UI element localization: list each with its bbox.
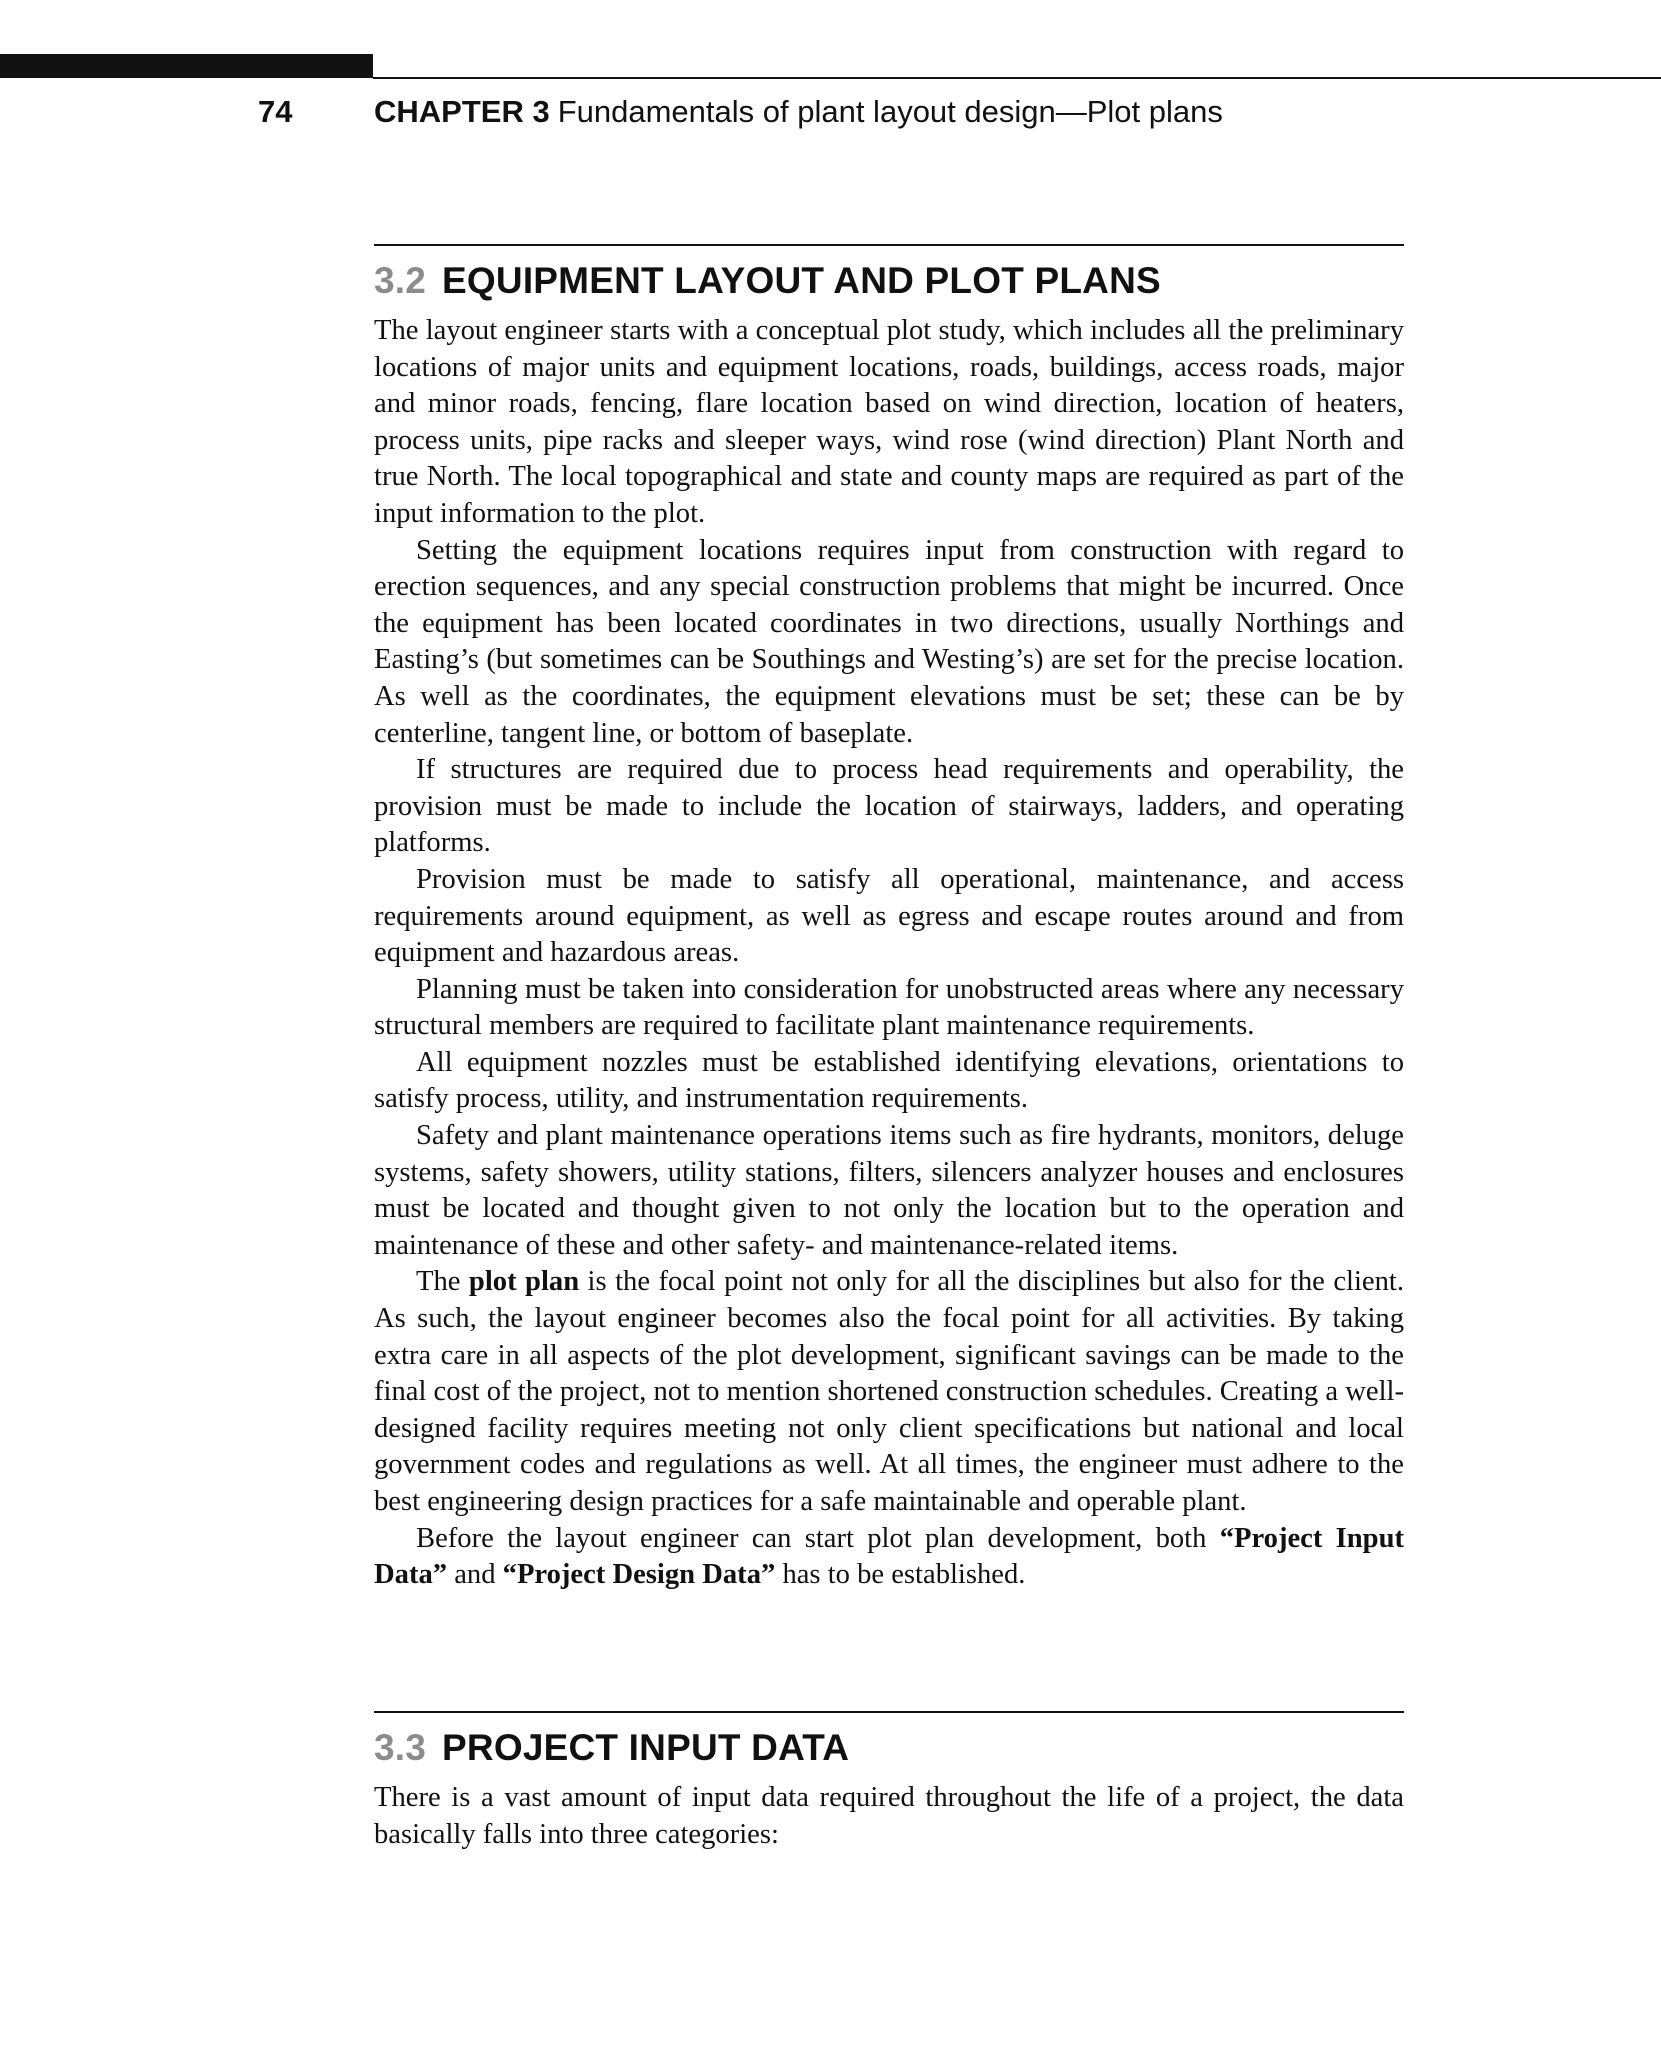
header-rule [373, 77, 1661, 79]
text-run: is the focal point not only for all the disciplines but also for the client. As such, the layout engineer becomes also the focal point for all activities. By taking extra care in all aspects of the plot development, significant savings can be made to the final cost of the project, not to mention shortened construction schedules. Creating a well-designed facility requires meeting not only client specifications but national and local government codes and regulations as well. At all times, the engineer must adhere to the best engineering design practices for a safe maintainable and operable plant. [374, 1266, 1404, 1517]
chapter-label: CHAPTER 3 [374, 94, 550, 129]
section-title: EQUIPMENT LAYOUT AND PLOT PLANS [442, 260, 1161, 301]
text-run: Before the layout engineer can start plot plan development, both [416, 1522, 1220, 1554]
text-run: The [416, 1266, 469, 1298]
section-3-3-body [374, 1780, 1404, 1853]
section-number: 3.3 [374, 1727, 427, 1768]
text-run: has to be established. [775, 1559, 1026, 1591]
paragraph: Provision must be made to satisfy all operational, maintenance, and access requirements around equipment, as well as egress and escape routes around and from equipment and hazardous areas. [374, 863, 1404, 969]
paragraph [374, 1521, 1404, 1594]
section-title: PROJECT INPUT DATA [442, 1727, 850, 1768]
bold-term-project-input-data: “Project Input Data” [374, 1522, 1404, 1591]
paragraph: If structures are required due to process head requirements and operability, the provision must be made to include the location of stairways, ladders, and operating platforms. [374, 754, 1404, 859]
header-bar [0, 54, 373, 78]
bold-term-project-design-data: “Project Design Data” [502, 1559, 776, 1591]
page-number: 74 [258, 94, 293, 129]
section-heading-3-2 [374, 256, 1161, 306]
paragraph: There is a vast amount of input data required throughout the life of a project, the data basically falls into three categories: [374, 1782, 1404, 1850]
paragraph: All equipment nozzles must be established identifying elevations, orientations to satisfy process, utility, and instrumentation requirements. [374, 1046, 1404, 1115]
section-3-2-body [374, 313, 1404, 1594]
bold-term-plot-plan: plot plan [468, 1266, 580, 1298]
chapter-title: Fundamentals of plant layout design—Plot plans [557, 94, 1223, 129]
text-run: and [447, 1559, 503, 1591]
section-rule-3-2 [374, 244, 1404, 246]
section-rule-3-3 [374, 1711, 1404, 1713]
running-head [258, 88, 1223, 136]
paragraph [374, 1264, 1404, 1520]
paragraph: Safety and plant maintenance operations items such as fire hydrants, monitors, deluge systems, safety showers, utility stations, filters, silencers analyzer houses and enclosures must be located and thought given to not only the location but to the operation and maintenance of these and other safety- and maintenance-related items. [374, 1120, 1404, 1261]
paragraph: The layout engineer starts with a conceptual plot study, which includes all the preliminary locations of major units and equipment locations, roads, buildings, access roads, major and minor roads, fencing, flare location based on wind direction, location of heaters, process units, pipe racks and sleeper ways, wind rose (wind direction) Plant North and true North. The local topographical and state and county maps are required as part of the input information to the plot. [374, 315, 1404, 529]
section-heading-3-3 [374, 1723, 849, 1773]
section-number: 3.2 [374, 260, 427, 301]
paragraph: Setting the equipment locations requires input from construction with regard to erection sequences, and any special construction problems that might be incurred. Once the equipment has been located coordinates in two directions, usually Northings and Easting’s (but sometimes can be Southings and Westing’s) are set for the precise location. As well as the coordinates, the equipment elevations must be set; these can be by centerline, tangent line, or bottom of baseplate. [374, 534, 1404, 749]
paragraph: Planning must be taken into consideration for unobstructed areas where any necessary structural members are required to facilitate plant maintenance requirements. [374, 973, 1404, 1042]
